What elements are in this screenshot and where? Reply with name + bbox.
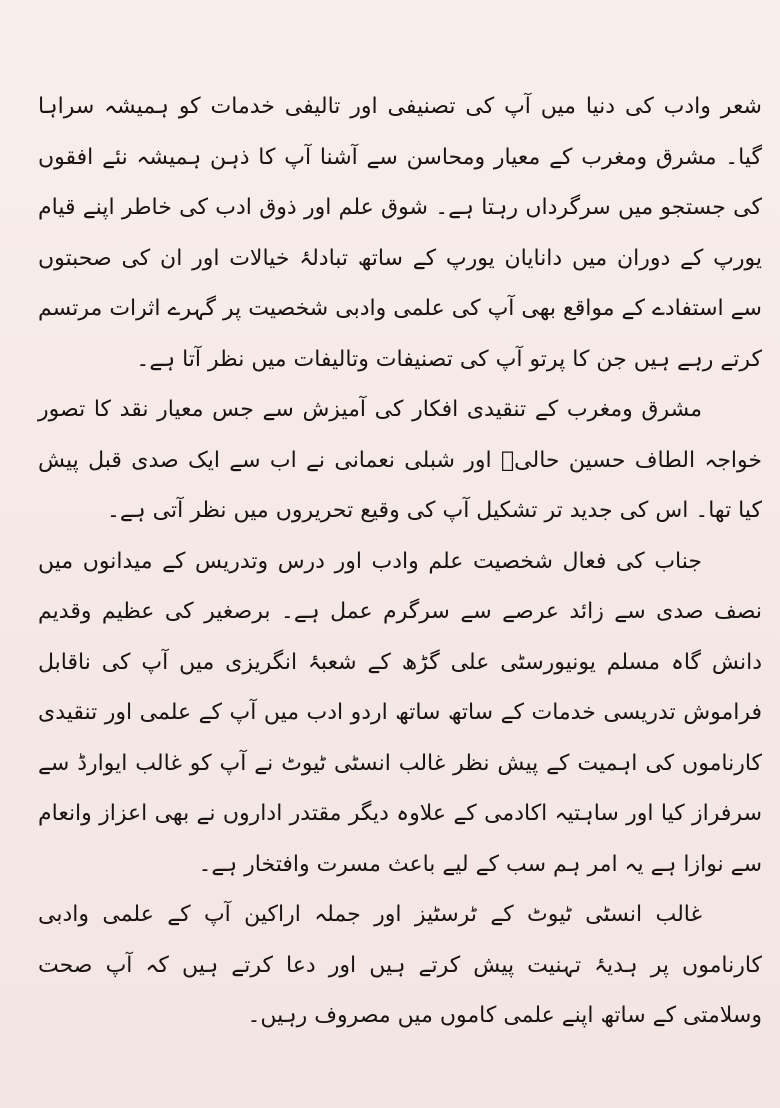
paragraph-2: مشرق ومغرب کے تنقیدی افکار کی آمیزش سے جس معیار نقد کا تصور خواجہ الطاف حسین حالیؔ اور شبلی نعمانی نے اب سے ایک صدی قبل پیش کیا تھا۔ اس کی جدید تر تشکیل آپ کی وقیع تحریروں میں نظر آتی ہے۔ xyxy=(38,397,762,523)
paragraph-4: غالب انسٹی ٹیوٹ کے ٹرسٹیز اور جملہ اراکین آپ کے علمی وادبی کارناموں پر ہدیۂ تہنیت پیش کرتے ہیں اور دعا کرتے ہیں کہ آپ صحت وسلامتی کے ساتھ اپنے علمی کاموں میں مصروف رہیں۔ xyxy=(38,902,762,1028)
paragraph-3: جناب کی فعال شخصیت علم وادب اور درس وتدریس کے میدانوں میں نصف صدی سے زائد عرصے سے سرگرم عمل ہے۔ برصغیر کی عظیم وقدیم دانش گاہ مسلم یونیورسٹی علی گڑھ کے شعبۂ انگریزی میں آپ کی ناقابل فراموش تدریسی خدمات کے ساتھ ساتھ اردو ادب میں آپ کے علمی اور تنقیدی کارناموں کی اہمیت کے پیش نظر غالب انسٹی ٹیوٹ نے آپ کو غالب ایوارڈ سے سرفراز کیا اور ساہتیہ اکادمی کے علاوہ دیگر مقتدر اداروں نے بھی اعزاز وانعام سے نوازا ہے یہ امر ہم سب کے لیے باعث مسرت وافتخار ہے۔ xyxy=(38,548,762,877)
body-text xyxy=(38,82,762,1042)
paragraph-1: شعر وادب کی دنیا میں آپ کی تصنیفی اور تالیفی خدمات کو ہمیشہ سراہا گیا۔ مشرق ومغرب کے معیار ومحاسن سے آشنا آپ کا ذہن ہمیشہ نئے افقوں کی جستجو میں سرگرداں رہتا ہے۔ شوق علم اور ذوق ادب کی خاطر اپنے قیام یورپ کے دوران میں دانایان یورپ کے ساتھ تبادلۂ خیالات اور ان کی صحبتوں سے استفادے کے مواقع بھی آپ کی علمی وادبی شخصیت پر گہرے اثرات مرتسم کرتے رہے ہیں جن کا پرتو آپ کی تصنیفات وتالیفات میں نظر آتا ہے۔ xyxy=(38,94,762,372)
